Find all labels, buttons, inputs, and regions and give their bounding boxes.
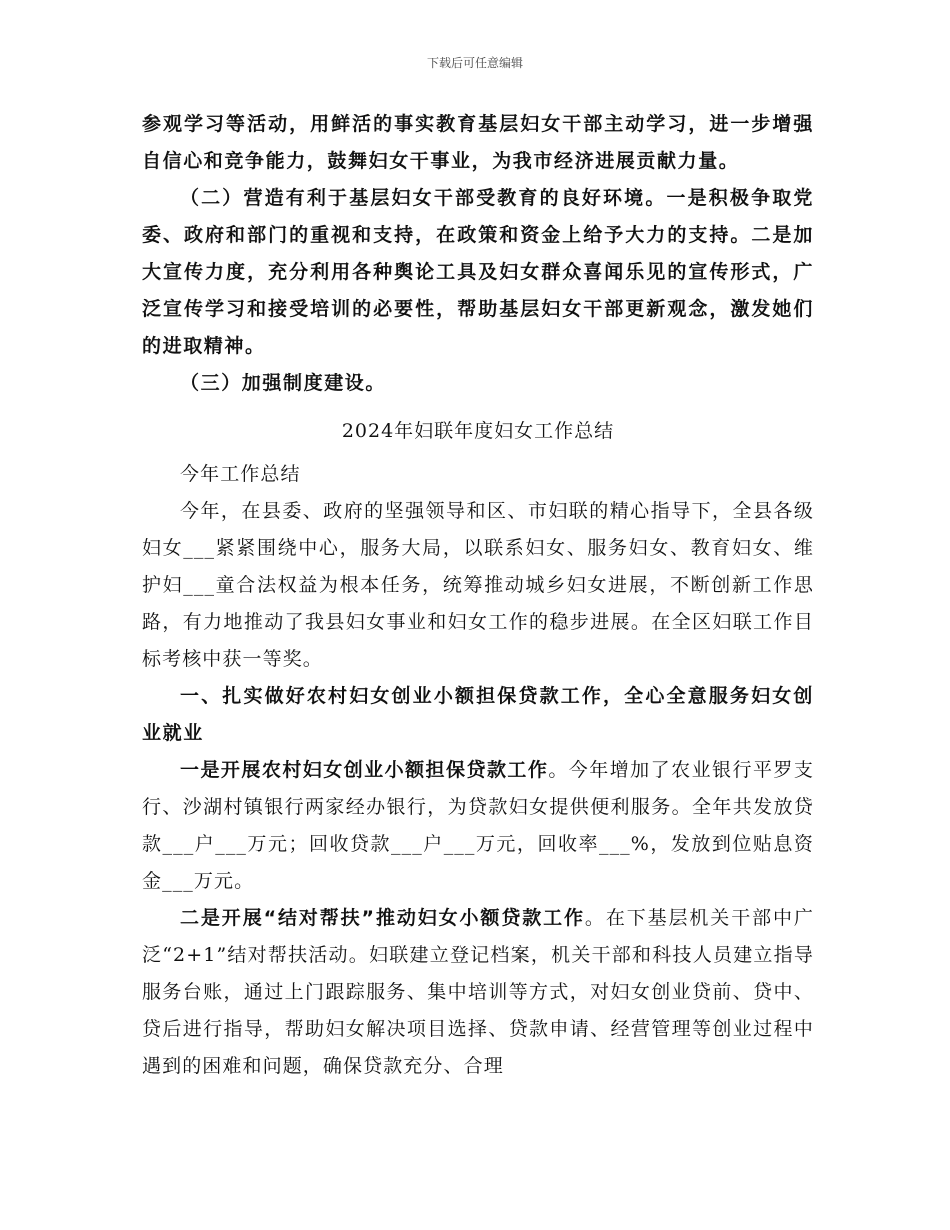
- item-two-text: 。在下基层机关干部中广泛“2+1”结对帮扶活动。妇联建立登记档案，机关干部和科技人员建立指导服务台账，通过上门跟踪服务、集中培训等方式，对妇女创业贷前、贷中、贷后进行指导，帮助妇女解决项目选择、贷款申请、经营管理等创业过程中遇到的困难和问题，确保贷款充分、合理: [142, 907, 814, 1077]
- header-note: 下载后可任意编辑: [426, 56, 523, 70]
- paragraph-section-three: （三）加强制度建设。: [180, 372, 387, 394]
- paragraph-continuation: 参观学习等活动，用鲜活的事实教育基层妇女干部主动学习，进一步增强自信心和竞争能力，鼓舞妇女干事业，为我市经济进展贡献力量。: [142, 113, 814, 172]
- item-one-lead: 一是开展农村妇女创业小额担保贷款工作: [180, 759, 549, 781]
- item-two-lead: 二是开展“结对帮扶”推动妇女小额贷款工作: [180, 907, 585, 929]
- document-body: [142, 106, 814, 1085]
- paragraph-item-two: [142, 900, 814, 1085]
- paragraph-subheading: 今年工作总结: [180, 463, 301, 485]
- heading-section-one: 一、扎实做好农村妇女创业小额担保贷款工作，全心全意服务妇女创业就业: [142, 685, 814, 744]
- item-one-text: 。今年增加了农业银行平罗支行、沙湖村镇银行两家经办银行，为贷款妇女提供便利服务。全年共发放贷款___户___万元；回收贷款___户___万元，回收率___%，发放到位贴息资金___万元。: [142, 759, 814, 892]
- paragraph-intro: 今年，在县委、政府的坚强领导和区、市妇联的精心指导下，全县各级妇女___紧紧围绕中心，服务大局，以联系妇女、服务妇女、教育妇女、维护妇___童合法权益为根本任务，统筹推动城乡妇女进展，不断创新工作思路，有力地推动了我县妇女事业和妇女工作的稳步进展。在全区妇联工作目标考核中获一等奖。: [142, 500, 814, 670]
- document-title: 2024年妇联年度妇女工作总结: [341, 420, 615, 442]
- paragraph-section-two: （二）营造有利于基层妇女干部受教育的良好环境。一是积极争取党委、政府和部门的重视和支持，在政策和资金上给予大力的支持。二是加大宣传力度，充分利用各种舆论工具及妇女群众喜闻乐见的宣传形式，广泛宣传学习和接受培训的必要性，帮助基层妇女干部更新观念，激发她们的进取精神。: [142, 187, 814, 357]
- paragraph-item-one: [142, 752, 814, 900]
